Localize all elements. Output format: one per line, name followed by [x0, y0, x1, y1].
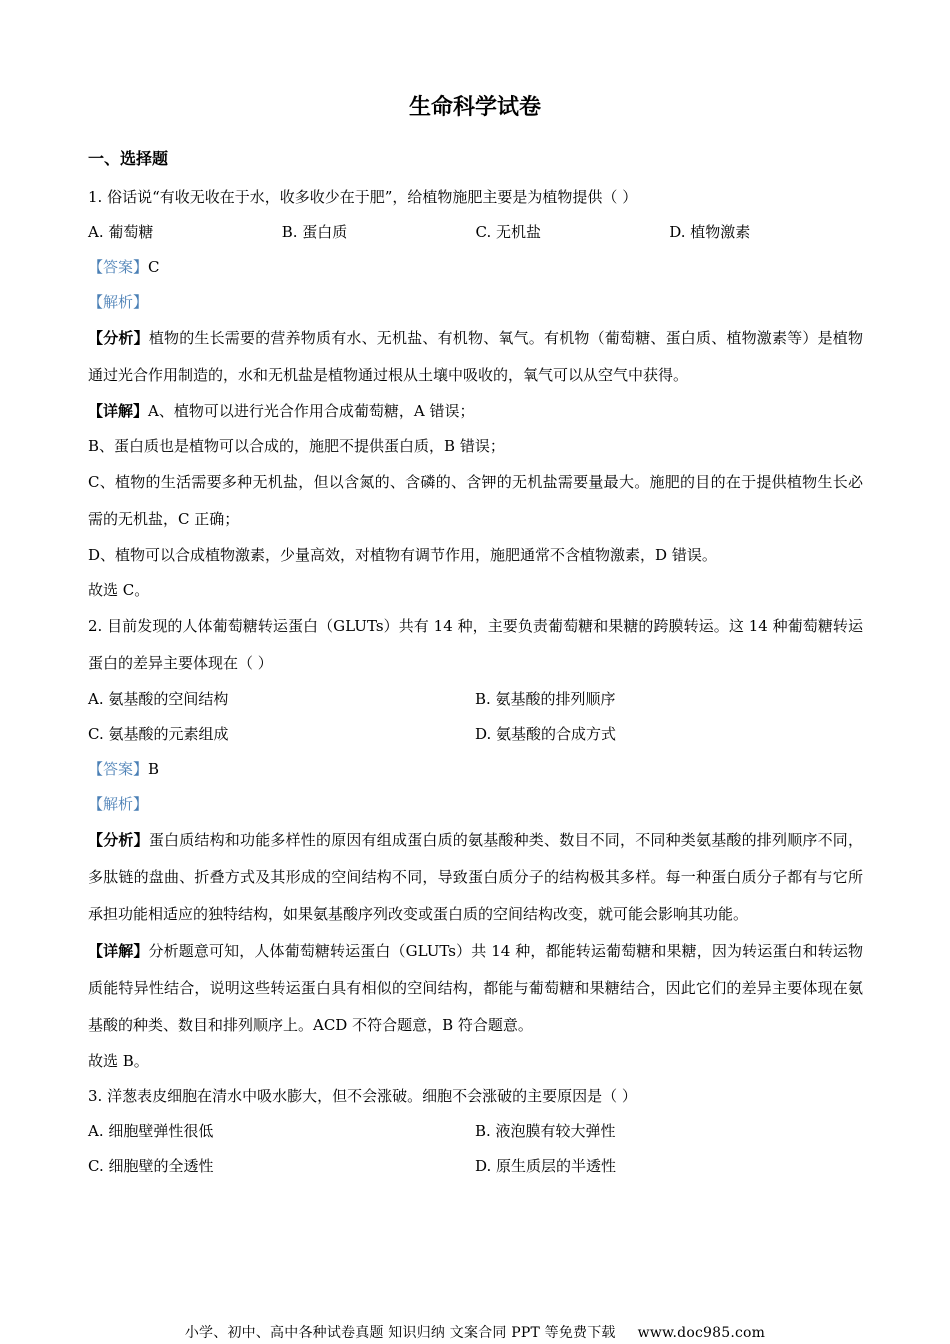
q2-option-c: C. 氨基酸的元素组成 [88, 725, 229, 743]
answer-tag: 【答案】 [88, 258, 149, 276]
q3-stem: 3. 洋葱表皮细胞在清水中吸水膨大，但不会涨破。细胞不会涨破的主要原因是（ ） [88, 1087, 637, 1105]
footer-url[interactable]: www.doc985.com [637, 1325, 766, 1341]
q1-conclusion: 故选 C。 [88, 581, 150, 599]
q1-options [88, 215, 863, 250]
q1-xiangjie [88, 394, 863, 429]
q2-xiangjie [88, 933, 863, 1044]
q1-option-b: B. 蛋白质 [281, 223, 348, 241]
answer-value: B [148, 760, 160, 778]
q2-conclusion: 故选 B。 [88, 1052, 149, 1070]
q1-stem: 1. 俗话说“有收无收在于水，收多收少在于肥”，给植物施肥主要是为植物提供（ ） [88, 188, 638, 206]
xiangjie-tag: 【详解】 [88, 942, 149, 960]
answer-tag: 【答案】 [88, 760, 149, 778]
q1-fenxi [88, 320, 863, 394]
fenxi-text: 蛋白质结构和功能多样性的原因有组成蛋白质的氨基酸种类、数目不同，不同种类氨基酸的排列顺序不同，多肽链的盘曲、折叠方式及其形成的空间结构不同，导致蛋白质分子的结构极其多样。每一种蛋白质分子都有与它所承担功能相适应的独特结构，如果氨基酸序列改变或蛋白质的空间结构改变，就可能会影响其功能。 [88, 831, 863, 923]
xiangjie-text: A、植物可以进行光合作用合成葡萄糖，A 错误； [148, 402, 475, 420]
page-title: 生命科学试卷 [408, 94, 541, 120]
q2-options-row2 [88, 717, 863, 752]
page-footer [0, 1322, 950, 1342]
analysis-tag: 【解析】 [88, 293, 149, 311]
q3-option-a: A. 细胞壁弹性很低 [88, 1122, 214, 1140]
fenxi-text: 植物的生长需要的营养物质有水、无机盐、有机物、氧气。有机物（葡萄糖、蛋白质、植物激素等）是植物通过光合作用制造的，水和无机盐是植物通过根从土壤中吸收的，氧气可以从空气中获得。 [88, 329, 863, 384]
q2-answer [88, 752, 863, 787]
q3-options-row1 [88, 1114, 863, 1149]
q2-option-a: A. 氨基酸的空间结构 [88, 690, 229, 708]
q3-option-c: C. 细胞壁的全透性 [88, 1157, 214, 1175]
xiangjie-text: 分析题意可知，人体葡萄糖转运蛋白（GLUTs）共 14 种，都能转运葡萄糖和果糖，因为转运蛋白和转运物质能特异性结合，说明这些转运蛋白具有相似的空间结构，都能与葡萄糖和果糖结合，因此它们的差异主要体现在氨基酸的种类、数目和排列顺序上。ACD 不符合题意，B 符合题意。 [88, 942, 863, 1034]
q1-option-c: C. 无机盐 [475, 223, 541, 241]
xiangjie-tag: 【详解】 [88, 402, 149, 420]
q1-option-a: A. 葡萄糖 [88, 223, 154, 241]
fenxi-tag: 【分析】 [88, 329, 149, 347]
q1-detail-d: D、植物可以合成植物激素，少量高效，对植物有调节作用，施肥通常不含植物激素，D 错误。 [88, 546, 717, 564]
footer-text: 小学、初中、高中各种试卷真题 知识归纳 文案合同 PPT 等免费下载 [184, 1325, 616, 1341]
q3-option-b: B. 液泡膜有较大弹性 [475, 1122, 616, 1140]
fenxi-tag: 【分析】 [88, 831, 149, 849]
q2-option-b: B. 氨基酸的排列顺序 [475, 690, 616, 708]
q1-option-d: D. 植物激素 [669, 223, 751, 241]
q1-analysis-heading [88, 285, 863, 320]
analysis-tag: 【解析】 [88, 795, 149, 813]
q1-detail-b: B、蛋白质也是植物可以合成的，施肥不提供蛋白质，B 错误； [88, 437, 505, 455]
document-body [88, 180, 863, 1184]
q2-options-row1 [88, 682, 863, 717]
q2-fenxi [88, 822, 863, 933]
q1-detail-c: C、植物的生活需要多种无机盐，但以含氮的、含磷的、含钾的无机盐需要量最大。施肥的目的在于提供植物生长必需的无机盐，C 正确； [88, 473, 863, 528]
q3-option-d: D. 原生质层的半透性 [475, 1157, 617, 1175]
q1-answer [88, 250, 863, 285]
q2-option-d: D. 氨基酸的合成方式 [475, 725, 617, 743]
q2-analysis-heading [88, 787, 863, 822]
q3-options-row2 [88, 1149, 863, 1184]
q2-stem: 2. 目前发现的人体葡萄糖转运蛋白（GLUTs）共有 14 种，主要负责葡萄糖和果糖的跨膜转运。这 14 种葡萄糖转运蛋白的差异主要体现在（ ） [88, 617, 863, 672]
answer-value: C [148, 258, 160, 276]
section-heading: 一、选择题 [88, 149, 169, 168]
